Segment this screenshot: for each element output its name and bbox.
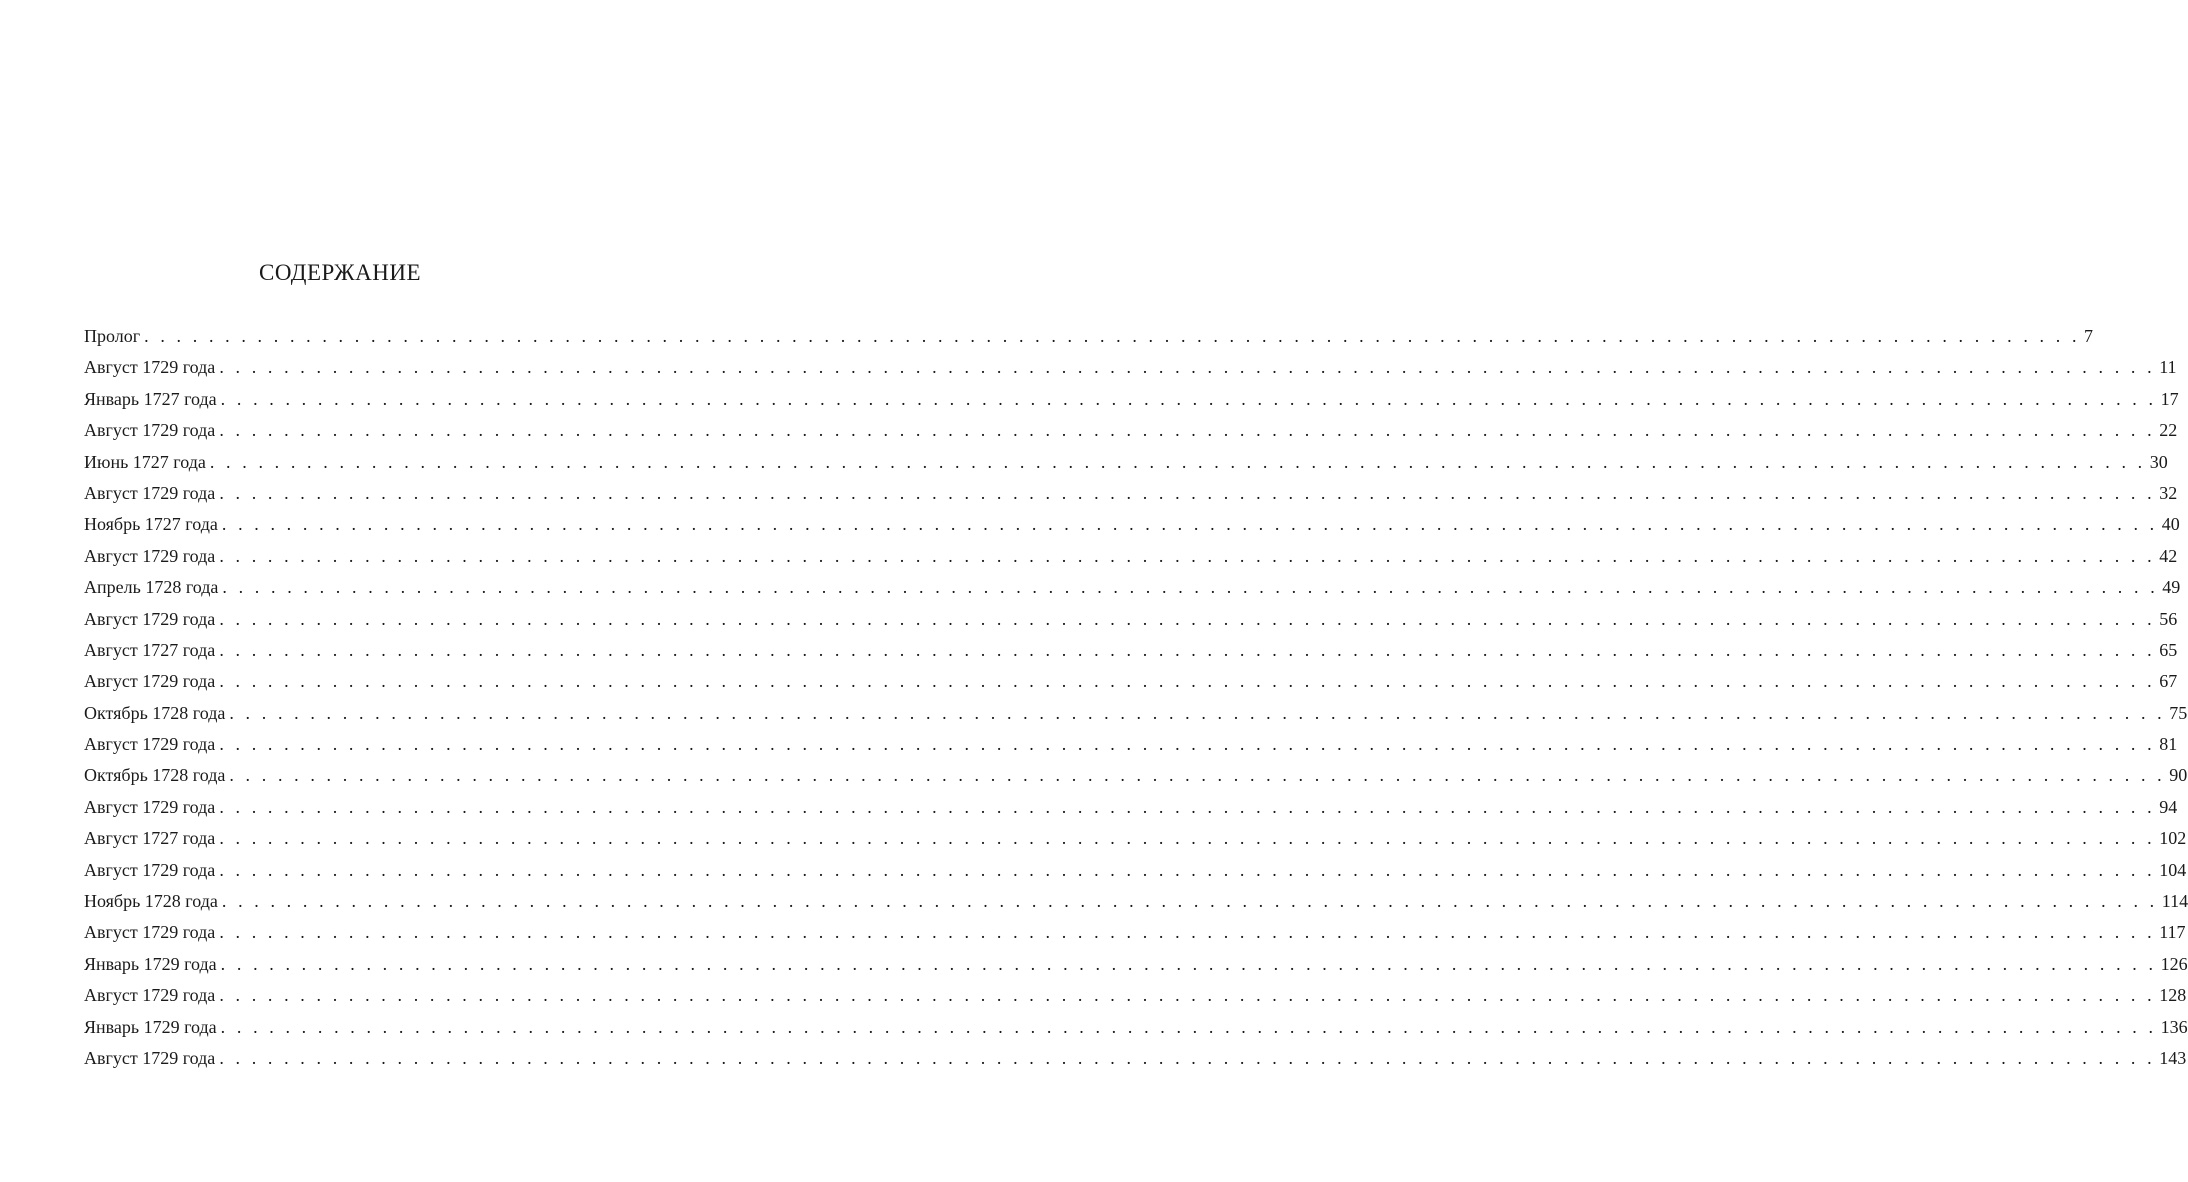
toc-entry bbox=[84, 509, 2180, 540]
toc-dot-leader: . . . . . . . . . . . . . . . . . . . . . . . . . . . . . . . . . . . . . . . . . . . . . . . . . . . . . . . . . . . . . . . . . . . . . . . . . . . . . . . . . . . . . . . . . . . . . . . . . . . . . . . . . . . . . . . . . . . . . . . . bbox=[220, 388, 2157, 409]
toc-entry-label: Август 1729 года bbox=[84, 1047, 216, 1068]
toc-entry-label: Август 1729 года bbox=[84, 985, 216, 1006]
toc-entry bbox=[84, 729, 2178, 760]
toc-entry-label: Ноябрь 1727 года bbox=[84, 514, 218, 535]
toc-dot-leader: . . . . . . . . . . . . . . . . . . . . . . . . . . . . . . . . . . . . . . . . . . . . . . . . . . . . . . . . . . . . . . . . . . . . . . . . . . . . . . . . . . . . . . . . . . . . . . . . . . . . . . . . . . . . . . . . . . . . . . . . bbox=[222, 577, 2159, 598]
toc-dot-leader: . . . . . . . . . . . . . . . . . . . . . . . . . . . . . . . . . . . . . . . . . . . . . . . . . . . . . . . . . . . . . . . . . . . . . . . . . . . . . . . . . . . . . . . . . . . . . . . . . . . . . . . . . . . . . . . . . . . . . . . . bbox=[144, 326, 2081, 346]
toc-entry bbox=[84, 823, 2187, 854]
toc-entry-page-number: 49 bbox=[2162, 577, 2181, 598]
toc-dot-leader: . . . . . . . . . . . . . . . . . . . . . . . . . . . . . . . . . . . . . . . . . . . . . . . . . . . . . . . . . . . . . . . . . . . . . . . . . . . . . . . . . . . . . . . . . . . . . . . . . . . . . . . . . . . . . . . . . . . . . . . . bbox=[219, 420, 2156, 441]
toc-dot-leader: . . . . . . . . . . . . . . . . . . . . . . . . . . . . . . . . . . . . . . . . . . . . . . . . . . . . . . . . . . . . . . . . . . . . . . . . . . . . . . . . . . . . . . . . . . . . . . . . . . . . . . . . . . . . . . . . . . . . . . . . bbox=[221, 891, 2158, 912]
toc-entry bbox=[84, 886, 2188, 917]
toc-entry bbox=[84, 917, 2186, 948]
toc-entry bbox=[84, 792, 2178, 823]
toc-entry-page-number: 114 bbox=[2161, 891, 2188, 912]
toc-dot-leader: . . . . . . . . . . . . . . . . . . . . . . . . . . . . . . . . . . . . . . . . . . . . . . . . . . . . . . . . . . . . . . . . . . . . . . . . . . . . . . . . . . . . . . . . . . . . . . . . . . . . . . . . . . . . . . . . . . . . . . . . bbox=[219, 671, 2156, 692]
toc-entry-label: Апрель 1728 года bbox=[84, 577, 219, 598]
toc-entry-label: Август 1729 года bbox=[84, 734, 216, 755]
toc-entry-label: Август 1729 года bbox=[84, 859, 216, 880]
toc-entry bbox=[84, 635, 2178, 666]
toc-dot-leader: . . . . . . . . . . . . . . . . . . . . . . . . . . . . . . . . . . . . . . . . . . . . . . . . . . . . . . . . . . . . . . . . . . . . . . . . . . . . . . . . . . . . . . . . . . . . . . . . . . . . . . . . . . . . . . . . . . . . . . . . bbox=[219, 1047, 2156, 1068]
toc-dot-leader: . . . . . . . . . . . . . . . . . . . . . . . . . . . . . . . . . . . . . . . . . . . . . . . . . . . . . . . . . . . . . . . . . . . . . . . . . . . . . . . . . . . . . . . . . . . . . . . . . . . . . . . . . . . . . . . . . . . . . . . . bbox=[229, 765, 2166, 786]
toc-entry-label: Октябрь 1728 года bbox=[84, 702, 226, 723]
toc-entry-page-number: 81 bbox=[2159, 734, 2178, 755]
toc-entry-page-number: 75 bbox=[2169, 702, 2188, 723]
toc-entry bbox=[84, 1012, 2188, 1043]
toc-entry bbox=[84, 572, 2181, 603]
toc-entry-label: Ноябрь 1728 года bbox=[84, 891, 218, 912]
toc-dot-leader: . . . . . . . . . . . . . . . . . . . . . . . . . . . . . . . . . . . . . . . . . . . . . . . . . . . . . . . . . . . . . . . . . . . . . . . . . . . . . . . . . . . . . . . . . . . . . . . . . . . . . . . . . . . . . . . . . . . . . . . . bbox=[209, 451, 2146, 472]
toc-entry-page-number: 40 bbox=[2161, 514, 2180, 535]
toc-dot-leader: . . . . . . . . . . . . . . . . . . . . . . . . . . . . . . . . . . . . . . . . . . . . . . . . . . . . . . . . . . . . . . . . . . . . . . . . . . . . . . . . . . . . . . . . . . . . . . . . . . . . . . . . . . . . . . . . . . . . . . . . bbox=[219, 545, 2156, 566]
toc-dot-leader: . . . . . . . . . . . . . . . . . . . . . . . . . . . . . . . . . . . . . . . . . . . . . . . . . . . . . . . . . . . . . . . . . . . . . . . . . . . . . . . . . . . . . . . . . . . . . . . . . . . . . . . . . . . . . . . . . . . . . . . . bbox=[229, 702, 2166, 723]
toc-entry-label: Август 1729 года bbox=[84, 482, 216, 503]
toc-entry-page-number: 17 bbox=[2160, 388, 2179, 409]
toc-entry-page-number: 117 bbox=[2159, 922, 2186, 943]
toc-entry bbox=[84, 478, 2178, 509]
toc-entry-label: Август 1729 года bbox=[84, 357, 216, 378]
page-title: СОДЕРЖАНИЕ bbox=[258, 260, 421, 285]
toc-entry bbox=[84, 415, 2178, 446]
toc-entry bbox=[84, 980, 2187, 1011]
toc-entry-label: Январь 1729 года bbox=[84, 953, 217, 974]
toc-entry bbox=[84, 352, 2177, 383]
toc-entry-page-number: 30 bbox=[2149, 451, 2168, 472]
toc-dot-leader: . . . . . . . . . . . . . . . . . . . . . . . . . . . . . . . . . . . . . . . . . . . . . . . . . . . . . . . . . . . . . . . . . . . . . . . . . . . . . . . . . . . . . . . . . . . . . . . . . . . . . . . . . . . . . . . . . . . . . . . . bbox=[219, 859, 2156, 880]
toc-entry bbox=[84, 447, 2168, 478]
toc-entry bbox=[84, 949, 2188, 980]
toc-entry-label: Август 1727 года bbox=[84, 828, 216, 849]
toc-entry-page-number: 42 bbox=[2159, 545, 2178, 566]
toc-entry-label: Август 1729 года bbox=[84, 420, 216, 441]
toc-dot-leader: . . . . . . . . . . . . . . . . . . . . . . . . . . . . . . . . . . . . . . . . . . . . . . . . . . . . . . . . . . . . . . . . . . . . . . . . . . . . . . . . . . . . . . . . . . . . . . . . . . . . . . . . . . . . . . . . . . . . . . . . bbox=[219, 608, 2156, 629]
toc-entry bbox=[84, 760, 2188, 791]
toc-entry-label: Август 1727 года bbox=[84, 639, 216, 660]
toc-dot-leader: . . . . . . . . . . . . . . . . . . . . . . . . . . . . . . . . . . . . . . . . . . . . . . . . . . . . . . . . . . . . . . . . . . . . . . . . . . . . . . . . . . . . . . . . . . . . . . . . . . . . . . . . . . . . . . . . . . . . . . . . bbox=[219, 639, 2156, 660]
toc-entry-page-number: 104 bbox=[2159, 859, 2187, 880]
toc-entry bbox=[84, 384, 2179, 415]
toc-dot-leader: . . . . . . . . . . . . . . . . . . . . . . . . . . . . . . . . . . . . . . . . . . . . . . . . . . . . . . . . . . . . . . . . . . . . . . . . . . . . . . . . . . . . . . . . . . . . . . . . . . . . . . . . . . . . . . . . . . . . . . . . bbox=[219, 985, 2156, 1006]
toc-entry-label: Август 1729 года bbox=[84, 922, 216, 943]
toc-entry bbox=[84, 1043, 2187, 1074]
toc-entry-page-number: 22 bbox=[2159, 420, 2178, 441]
toc-entry bbox=[84, 666, 2178, 697]
toc-entry bbox=[84, 321, 2094, 352]
toc-entry-page-number: 136 bbox=[2160, 1016, 2188, 1037]
toc-entry-page-number: 126 bbox=[2160, 953, 2188, 974]
toc-entry-page-number: 65 bbox=[2159, 639, 2178, 660]
toc-entry-label: Январь 1729 года bbox=[84, 1016, 217, 1037]
toc-entry-label: Июнь 1727 года bbox=[84, 451, 206, 472]
toc-entry-label: Октябрь 1728 года bbox=[84, 765, 226, 786]
toc-dot-leader: . . . . . . . . . . . . . . . . . . . . . . . . . . . . . . . . . . . . . . . . . . . . . . . . . . . . . . . . . . . . . . . . . . . . . . . . . . . . . . . . . . . . . . . . . . . . . . . . . . . . . . . . . . . . . . . . . . . . . . . . bbox=[219, 828, 2156, 849]
toc-dot-leader: . . . . . . . . . . . . . . . . . . . . . . . . . . . . . . . . . . . . . . . . . . . . . . . . . . . . . . . . . . . . . . . . . . . . . . . . . . . . . . . . . . . . . . . . . . . . . . . . . . . . . . . . . . . . . . . . . . . . . . . . bbox=[219, 734, 2156, 755]
toc-entry-page-number: 128 bbox=[2159, 985, 2187, 1006]
toc-entry-page-number: 67 bbox=[2159, 671, 2178, 692]
table-of-contents bbox=[84, 321, 2188, 1074]
toc-dot-leader: . . . . . . . . . . . . . . . . . . . . . . . . . . . . . . . . . . . . . . . . . . . . . . . . . . . . . . . . . . . . . . . . . . . . . . . . . . . . . . . . . . . . . . . . . . . . . . . . . . . . . . . . . . . . . . . . . . . . . . . . bbox=[220, 953, 2157, 974]
toc-entry-label: Январь 1727 года bbox=[84, 388, 217, 409]
toc-entry-label: Август 1729 года bbox=[84, 796, 216, 817]
toc-entry-page-number: 94 bbox=[2159, 796, 2178, 817]
toc-entry-page-number: 143 bbox=[2159, 1047, 2187, 1068]
toc-entry bbox=[84, 541, 2178, 572]
toc-entry-label: Август 1729 года bbox=[84, 671, 216, 692]
toc-entry-label: Август 1729 года bbox=[84, 608, 216, 629]
toc-entry bbox=[84, 604, 2178, 635]
toc-entry bbox=[84, 698, 2188, 729]
toc-entry-page-number: 56 bbox=[2159, 608, 2178, 629]
toc-entry bbox=[84, 855, 2187, 886]
toc-dot-leader: . . . . . . . . . . . . . . . . . . . . . . . . . . . . . . . . . . . . . . . . . . . . . . . . . . . . . . . . . . . . . . . . . . . . . . . . . . . . . . . . . . . . . . . . . . . . . . . . . . . . . . . . . . . . . . . . . . . . . . . . bbox=[219, 796, 2156, 817]
toc-dot-leader: . . . . . . . . . . . . . . . . . . . . . . . . . . . . . . . . . . . . . . . . . . . . . . . . . . . . . . . . . . . . . . . . . . . . . . . . . . . . . . . . . . . . . . . . . . . . . . . . . . . . . . . . . . . . . . . . . . . . . . . . bbox=[219, 482, 2156, 503]
toc-entry-page-number: 7 bbox=[2084, 326, 2094, 346]
toc-dot-leader: . . . . . . . . . . . . . . . . . . . . . . . . . . . . . . . . . . . . . . . . . . . . . . . . . . . . . . . . . . . . . . . . . . . . . . . . . . . . . . . . . . . . . . . . . . . . . . . . . . . . . . . . . . . . . . . . . . . . . . . . bbox=[219, 922, 2156, 943]
toc-entry-label: Август 1729 года bbox=[84, 545, 216, 566]
toc-dot-leader: . . . . . . . . . . . . . . . . . . . . . . . . . . . . . . . . . . . . . . . . . . . . . . . . . . . . . . . . . . . . . . . . . . . . . . . . . . . . . . . . . . . . . . . . . . . . . . . . . . . . . . . . . . . . . . . . . . . . . . . . bbox=[220, 1016, 2157, 1037]
toc-entry-label: Пролог bbox=[84, 326, 141, 346]
toc-entry-page-number: 11 bbox=[2159, 357, 2177, 378]
toc-entry-page-number: 32 bbox=[2159, 482, 2178, 503]
toc-entry-page-number: 90 bbox=[2169, 765, 2188, 786]
toc-dot-leader: . . . . . . . . . . . . . . . . . . . . . . . . . . . . . . . . . . . . . . . . . . . . . . . . . . . . . . . . . . . . . . . . . . . . . . . . . . . . . . . . . . . . . . . . . . . . . . . . . . . . . . . . . . . . . . . . . . . . . . . . bbox=[219, 357, 2156, 378]
toc-dot-leader: . . . . . . . . . . . . . . . . . . . . . . . . . . . . . . . . . . . . . . . . . . . . . . . . . . . . . . . . . . . . . . . . . . . . . . . . . . . . . . . . . . . . . . . . . . . . . . . . . . . . . . . . . . . . . . . . . . . . . . . . bbox=[221, 514, 2158, 535]
toc-entry-page-number: 102 bbox=[2159, 828, 2187, 849]
